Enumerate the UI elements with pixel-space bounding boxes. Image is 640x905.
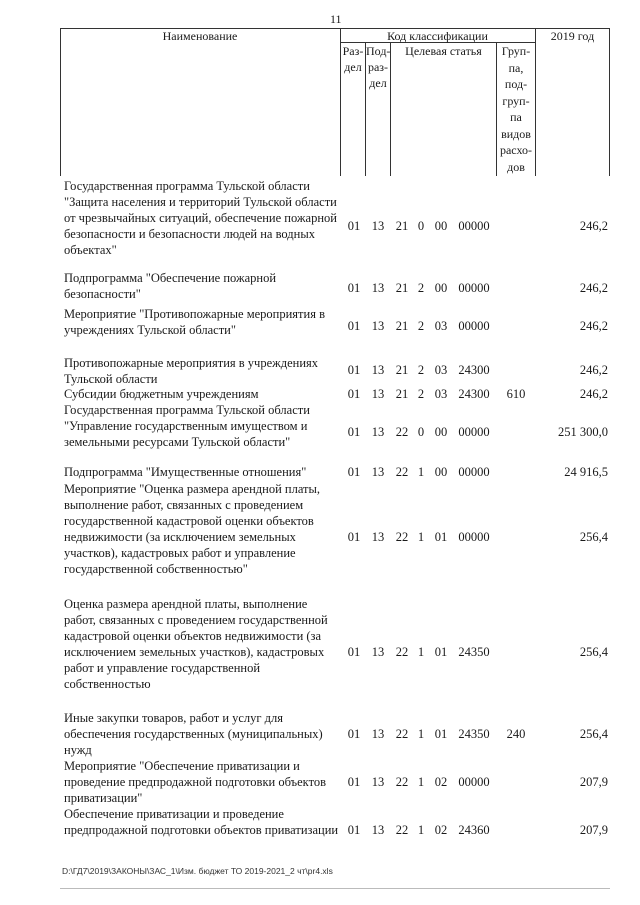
row-amount: 251 300,0 xyxy=(558,425,608,439)
header-group: Груп- па, под- груп- па видов расхо- дов xyxy=(499,44,533,174)
row-target-direction: 24360 xyxy=(458,823,490,837)
row-amount: 24 916,5 xyxy=(564,465,608,479)
row-target-program: 22 xyxy=(395,645,409,659)
row-target-event: 02 xyxy=(434,823,448,837)
row-target-program: 21 xyxy=(395,281,409,295)
row-target-direction: 00000 xyxy=(458,530,490,544)
row-razdel: 01 xyxy=(347,281,361,295)
row-target-subprogram: 2 xyxy=(417,387,425,401)
row-razdel: 01 xyxy=(347,219,361,233)
row-name: Оценка размера арендной платы, выполнение работ, связанных с проведением государственной кадастровой оценки объектов недвижимости (за исключением земельных участков), кадастровых работ и управление государственной собственностью xyxy=(64,597,328,691)
header-year: 2019 год xyxy=(550,29,595,43)
row-target-direction: 00000 xyxy=(458,425,490,439)
row-target-program: 22 xyxy=(395,530,409,544)
row-target-subprogram: 2 xyxy=(417,363,425,377)
row-podrazdel: 13 xyxy=(371,425,385,439)
row-podrazdel: 13 xyxy=(371,219,385,233)
row-podrazdel: 13 xyxy=(371,530,385,544)
row-target-program: 22 xyxy=(395,465,409,479)
row-name: Мероприятие "Обеспечение приватизации и проведение предпродажной подготовки объектов приватизации" xyxy=(64,759,327,805)
row-podrazdel: 13 xyxy=(371,465,385,479)
row-target-subprogram: 2 xyxy=(417,319,425,333)
row-target-direction: 00000 xyxy=(458,219,490,233)
row-podrazdel: 13 xyxy=(371,319,385,333)
row-razdel: 01 xyxy=(347,319,361,333)
row-name: Мероприятие "Оценка размера арендной платы, выполнение работ, связанных с проведением государственной кадастровой оценки объектов недвижимости (за исключением земельных участков), кадастровых работ и управление государственной собственностью" xyxy=(64,482,321,576)
row-target-program: 21 xyxy=(395,363,409,377)
row-amount: 246,2 xyxy=(579,363,608,377)
row-amount: 246,2 xyxy=(579,281,608,295)
row-name: Иные закупки товаров, работ и услуг для обеспечения государственных (муниципальных) нужд xyxy=(64,711,323,757)
row-target-direction: 24300 xyxy=(458,363,490,377)
row-razdel: 01 xyxy=(347,530,361,544)
header-razdel: Раз- дел xyxy=(342,44,364,74)
row-target-subprogram: 1 xyxy=(417,823,425,837)
row-target-event: 03 xyxy=(434,363,448,377)
row-razdel: 01 xyxy=(347,465,361,479)
row-target-program: 22 xyxy=(395,727,409,741)
row-target-direction: 00000 xyxy=(458,319,490,333)
row-target-event: 02 xyxy=(434,775,448,789)
row-amount: 256,4 xyxy=(579,727,608,741)
row-razdel: 01 xyxy=(347,823,361,837)
row-target-direction: 00000 xyxy=(458,775,490,789)
row-razdel: 01 xyxy=(347,775,361,789)
row-target-event: 01 xyxy=(434,645,448,659)
header-name: Наименование xyxy=(162,29,238,43)
row-amount: 207,9 xyxy=(579,775,608,789)
row-name: Мероприятие "Противопожарные мероприятия в учреждениях Тульской области" xyxy=(64,307,325,337)
row-target-event: 01 xyxy=(434,727,448,741)
row-amount: 256,4 xyxy=(579,530,608,544)
row-amount: 246,2 xyxy=(579,319,608,333)
row-target-event: 00 xyxy=(434,219,448,233)
row-target-subprogram: 0 xyxy=(417,425,425,439)
row-amount: 207,9 xyxy=(579,823,608,837)
header-podrazdel: Под- раз- дел xyxy=(366,44,391,90)
row-amount: 256,4 xyxy=(579,645,608,659)
row-target-direction: 24350 xyxy=(458,645,490,659)
row-target-subprogram: 1 xyxy=(417,775,425,789)
row-name: Подпрограмма "Обеспечение пожарной безопасности" xyxy=(64,271,277,301)
row-name: Подпрограмма "Имущественные отношения" xyxy=(64,465,307,479)
row-podrazdel: 13 xyxy=(371,645,385,659)
row-target-direction: 00000 xyxy=(458,465,490,479)
row-target-program: 21 xyxy=(395,219,409,233)
row-target-direction: 00000 xyxy=(458,281,490,295)
header-code: Код классификации xyxy=(387,29,488,43)
row-name: Противопожарные мероприятия в учреждениях Тульской области xyxy=(64,356,319,386)
row-target-event: 01 xyxy=(434,530,448,544)
row-razdel: 01 xyxy=(347,727,361,741)
row-name: Субсидии бюджетным учреждениям xyxy=(64,387,259,401)
row-target-subprogram: 1 xyxy=(417,465,425,479)
row-target-subprogram: 0 xyxy=(417,219,425,233)
row-target-subprogram: 1 xyxy=(417,530,425,544)
row-target-direction: 24350 xyxy=(458,727,490,741)
row-target-program: 21 xyxy=(395,319,409,333)
row-target-program: 22 xyxy=(395,775,409,789)
row-target-event: 00 xyxy=(434,281,448,295)
row-podrazdel: 13 xyxy=(371,363,385,377)
row-target-direction: 24300 xyxy=(458,387,490,401)
row-target-event: 00 xyxy=(434,465,448,479)
file-path-footer: D:\ГД7\2019\ЗАКОНЫ\ЗАС_1\Изм. бюджет ТО 2019-2021_2 чт\pr4.xls xyxy=(62,866,333,876)
footer-divider xyxy=(60,888,610,889)
row-target-program: 21 xyxy=(395,387,409,401)
row-expense-group: 610 xyxy=(506,387,526,401)
row-podrazdel: 13 xyxy=(371,387,385,401)
row-amount: 246,2 xyxy=(579,387,608,401)
row-podrazdel: 13 xyxy=(371,775,385,789)
row-razdel: 01 xyxy=(347,387,361,401)
row-expense-group: 240 xyxy=(506,727,526,741)
row-razdel: 01 xyxy=(347,363,361,377)
row-target-program: 22 xyxy=(395,823,409,837)
row-razdel: 01 xyxy=(347,645,361,659)
row-podrazdel: 13 xyxy=(371,727,385,741)
row-podrazdel: 13 xyxy=(371,281,385,295)
page-number: 11 xyxy=(330,12,342,26)
row-name: Государственная программа Тульской области "Управление государственным имуществом и земельными ресурсами Тульской области" xyxy=(64,403,310,449)
row-amount: 246,2 xyxy=(579,219,608,233)
header-target: Целевая статья xyxy=(405,44,482,58)
row-target-event: 03 xyxy=(434,387,448,401)
row-target-subprogram: 2 xyxy=(417,281,425,295)
row-razdel: 01 xyxy=(347,425,361,439)
row-target-program: 22 xyxy=(395,425,409,439)
row-podrazdel: 13 xyxy=(371,823,385,837)
row-target-event: 00 xyxy=(434,425,448,439)
row-name: Обеспечение приватизации и проведение предпродажной подготовки объектов приватизации xyxy=(64,807,339,837)
row-target-subprogram: 1 xyxy=(417,727,425,741)
row-target-subprogram: 1 xyxy=(417,645,425,659)
row-name: Государственная программа Тульской области "Защита населения и территорий Тульской области от чрезвычайных ситуаций, обеспечение пожарной безопасности и безопасности людей на водных объектах" xyxy=(64,179,337,257)
row-target-event: 03 xyxy=(434,319,448,333)
